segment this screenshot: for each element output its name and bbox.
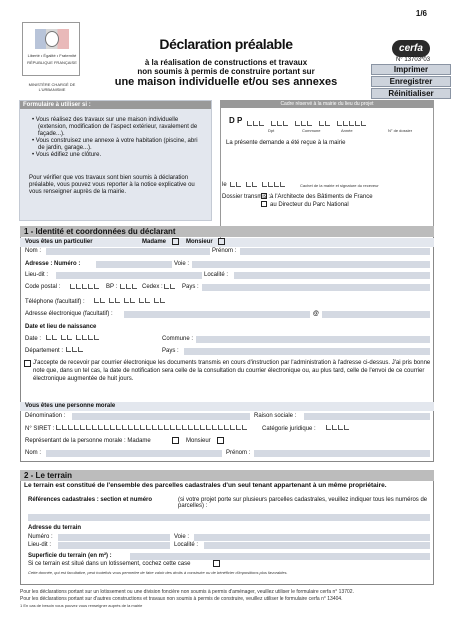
superficie-field[interactable] bbox=[130, 553, 430, 560]
date-label: Date : bbox=[25, 336, 42, 342]
rep-madame-checkbox[interactable] bbox=[172, 437, 179, 444]
departement-cells[interactable] bbox=[66, 347, 84, 352]
numero-field[interactable] bbox=[96, 261, 172, 268]
departement-label: Département : bbox=[25, 348, 64, 354]
nom-label: Nom : bbox=[25, 248, 42, 254]
dp-label: D P bbox=[229, 116, 243, 125]
refs-label: Références cadastrales : section et numéro bbox=[28, 497, 153, 503]
title-main: Déclaration préalable bbox=[159, 36, 293, 52]
pays2-label: Pays : bbox=[162, 348, 179, 354]
localite-label: Localité : bbox=[204, 272, 229, 278]
madame-checkbox[interactable] bbox=[172, 238, 179, 245]
usage-item: • Vous édifiez une clôture. bbox=[38, 152, 204, 159]
terrain-intro: Le terrain est constitué de l'ensemble des parcelles cadastrales d'un seul tenant appartenant à un même propriétaire. bbox=[24, 482, 387, 489]
pays-label: Pays : bbox=[182, 284, 199, 290]
email-local-field[interactable] bbox=[124, 311, 310, 318]
codepostal-cells[interactable] bbox=[70, 284, 100, 289]
usage-item: • Vous construisez une annexe à votre habitation (piscine, abri de jardin, garage...). bbox=[38, 138, 204, 152]
print-button[interactable]: Imprimer bbox=[371, 64, 451, 75]
bp-label: BP : bbox=[106, 284, 118, 290]
lotissement-checkbox[interactable] bbox=[213, 560, 220, 567]
usage-box bbox=[19, 100, 212, 221]
received-date-cells[interactable] bbox=[230, 182, 286, 187]
page-number: 1/6 bbox=[415, 9, 427, 18]
rep-monsieur-checkbox[interactable] bbox=[217, 437, 224, 444]
representant-label: Représentant de la personne morale : Madame bbox=[25, 438, 151, 444]
terrain-numero-field[interactable] bbox=[58, 534, 170, 541]
rep-monsieur-label: Monsieur bbox=[186, 438, 211, 444]
received-text: La présente demande a été reçue à la mairie bbox=[226, 140, 346, 146]
prenom-field[interactable] bbox=[240, 248, 430, 255]
republic-motto: Liberté • Égalité • Fraternité bbox=[27, 53, 77, 58]
bp-cells[interactable] bbox=[120, 284, 138, 289]
footer-line2: Pour les déclarations portant sur d'autres constructions et travaux non soumis à permis de construire, veuillez utiliser le formulaire cerfa n° 13404. bbox=[20, 596, 343, 602]
reset-button[interactable]: Réinitialiser bbox=[371, 88, 451, 99]
adresse-terrain-label: Adresse du terrain bbox=[28, 525, 82, 531]
siret-cells[interactable] bbox=[56, 425, 248, 430]
title-line2: à la réalisation de constructions et travaux bbox=[144, 58, 308, 67]
telephone-cells[interactable] bbox=[94, 298, 166, 303]
categorie-cells[interactable] bbox=[326, 425, 350, 430]
republique-logo bbox=[22, 22, 80, 76]
usage-verify-text: Pour vérifier que vos travaux sont bien soumis à déclaration préalable, vous pouvez vous reporter à la notice explicative ou vous renseigner auprès de la mairie. bbox=[29, 175, 195, 195]
birth-pays-field[interactable] bbox=[184, 348, 430, 355]
terrain-numero-label: Numéro : bbox=[28, 534, 53, 540]
terrain-lieudit-field[interactable] bbox=[58, 542, 170, 549]
footer-line1: Pour les déclarations portant sur un lotissement ou une division foncière non soumis à permis d'aménager, veuillez utiliser le formulaire cerfa n° 13702. bbox=[20, 589, 354, 595]
cerfa-logo: cerfa bbox=[392, 40, 430, 57]
commune-field[interactable] bbox=[196, 336, 430, 343]
at-sign: @ bbox=[313, 311, 319, 317]
cerfa-number: N° 13703*03 bbox=[395, 57, 431, 63]
cedex-label: Cedex : bbox=[142, 284, 163, 290]
raison-field[interactable] bbox=[304, 413, 430, 420]
denomination-label: Dénomination : bbox=[25, 413, 66, 419]
naissance-label: Date et lieu de naissance bbox=[25, 324, 97, 330]
title-line3: non soumis à permis de construire portant sur bbox=[137, 67, 315, 76]
prenom2-label: Prénom : bbox=[226, 450, 251, 456]
section1-header: 1 - Identité et coordonnées du déclarant bbox=[20, 226, 434, 237]
voie-field[interactable] bbox=[192, 261, 430, 268]
refs-note: (si votre projet porte sur plusieurs parcelles cadastrales, veuillez indiquer tous les numéros de parcelles) : bbox=[178, 497, 428, 509]
lieudit-field[interactable] bbox=[56, 272, 202, 279]
madame-label: Madame bbox=[142, 239, 167, 245]
siret-label: N° SIRET : bbox=[25, 426, 55, 432]
categorie-label: Catégorie juridique : bbox=[262, 426, 316, 432]
save-button[interactable]: Enregistrer bbox=[371, 76, 451, 87]
usage-header: Formulaire à utiliser si : bbox=[20, 101, 211, 109]
denomination-field[interactable] bbox=[72, 413, 250, 420]
label-annee: Année bbox=[341, 128, 353, 133]
lieudit-label: Lieu-dit : bbox=[25, 272, 49, 278]
rep-prenom-field[interactable] bbox=[254, 450, 430, 457]
terrain-voie-field[interactable] bbox=[194, 534, 430, 541]
marianne-icon bbox=[45, 31, 59, 47]
terrain-localite-field[interactable] bbox=[204, 542, 430, 549]
form-title bbox=[112, 36, 340, 88]
label-commune: Commune bbox=[302, 128, 321, 133]
consent-checkbox[interactable] bbox=[24, 360, 31, 367]
refs-field[interactable] bbox=[28, 514, 430, 521]
rep-nom-field[interactable] bbox=[46, 450, 222, 457]
lotissement-note: Cette donnée, qui est facultative, peut toutefois vous permettre de faire valoir des droits à construire ou de bénéficier d'impositions plus favorables. bbox=[28, 570, 288, 575]
adresse-label: Adresse : Numéro : bbox=[25, 261, 81, 267]
abf-checkbox[interactable] bbox=[261, 193, 267, 200]
title-line4: une maison individuelle et/ou ses annexes bbox=[114, 76, 338, 88]
email-domain-field[interactable] bbox=[322, 311, 430, 318]
terrain-voie-label: Voie : bbox=[174, 534, 190, 540]
label-dpt: Dpt bbox=[268, 128, 275, 133]
terrain-lieudit-label: Lieu-dit : bbox=[28, 542, 52, 548]
particulier-label: Vous êtes un particulier bbox=[25, 239, 93, 245]
telephone-label: Téléphone (facultatif) : bbox=[25, 299, 85, 305]
localite-field[interactable] bbox=[234, 272, 430, 279]
cachet-label: Cachet de la mairie et signature du receveur bbox=[300, 183, 379, 188]
le-label: le bbox=[222, 182, 227, 188]
raison-label: Raison sociale : bbox=[254, 413, 297, 419]
monsieur-label: Monsieur bbox=[186, 239, 213, 245]
ministry-name: MINISTÈRE CHARGÉ DE L'URBANISME bbox=[28, 82, 76, 92]
prenom-label: Prénom : bbox=[212, 248, 237, 254]
codepostal-label: Code postal : bbox=[25, 284, 61, 290]
section2-header: 2 - Le terrain bbox=[20, 470, 434, 481]
monsieur-checkbox[interactable] bbox=[218, 238, 225, 245]
dossier-number-cells[interactable] bbox=[247, 121, 367, 126]
republic-name: RÉPUBLIQUE FRANÇAISE bbox=[27, 60, 77, 65]
nom-field[interactable] bbox=[46, 248, 210, 255]
parc-label: au Directeur du Parc National bbox=[270, 202, 349, 208]
parc-checkbox[interactable] bbox=[261, 201, 267, 208]
morale-label: Vous êtes une personne morale bbox=[25, 403, 116, 409]
voie-label: Voie : bbox=[174, 261, 190, 267]
footer-line3: 1 En cas de besoin vous pouvez vous renseigner auprès de la mairie bbox=[20, 603, 143, 608]
birthdate-cells[interactable] bbox=[46, 335, 100, 340]
dossier-transmis-label: Dossier transmis : bbox=[222, 194, 271, 200]
consent-text: J'accepte de recevoir par courrier électronique les documents transmis en cours d'instruction par l'administration à l'adresse ci-dessus. J'ai pris bonne note que, dans un tel cas, la date de notification sera celle de la consultation du courrier électronique ou, au plus tard, celle de l'envoi de ce courrier électronique augmentée de huit jours. bbox=[33, 360, 431, 382]
superficie-label: Superficie du terrain (en m²) : bbox=[28, 553, 112, 559]
email-label: Adresse électronique (facultatif) : bbox=[25, 311, 113, 317]
nom2-label: Nom : bbox=[25, 450, 42, 456]
usage-item: • Vous réalisez des travaux sur une maison individuelle (extension, modification de l'aspect extérieur, ravalement de façade...). bbox=[38, 117, 204, 138]
abf-label: à l'Architecte des Bâtiments de France bbox=[270, 194, 373, 200]
commune-label: Commune : bbox=[162, 336, 194, 342]
reserved-header: Cadre réservé à la mairie du lieu du projet bbox=[221, 101, 433, 108]
terrain-localite-label: Localité : bbox=[174, 542, 199, 548]
usage-list bbox=[35, 117, 204, 159]
cedex-cells[interactable] bbox=[164, 284, 176, 289]
label-dossier: N° de dossier bbox=[388, 128, 413, 133]
pays-field[interactable] bbox=[202, 284, 430, 291]
lotissement-label: Si ce terrain est situé dans un lotissement, cochez cette case bbox=[28, 561, 191, 567]
